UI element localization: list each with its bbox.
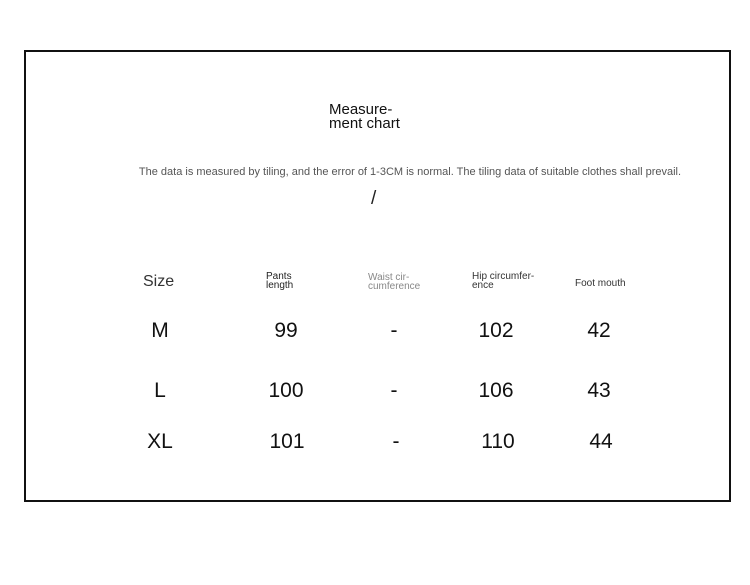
cell-size-m: M bbox=[151, 319, 169, 342]
cell-waist-l: - bbox=[390, 379, 398, 402]
cell-hip-xl: 110 bbox=[481, 430, 515, 453]
cell-waist-m: - bbox=[390, 319, 398, 342]
slash-separator: / bbox=[371, 188, 377, 209]
cell-pants-length-m: 99 bbox=[274, 319, 298, 342]
chart-title: Measure- ment chart bbox=[329, 101, 400, 132]
cell-foot-mouth-m: 42 bbox=[587, 319, 611, 342]
header-size: Size bbox=[143, 273, 175, 290]
header-hip-circumference: Hip circumfer- ence bbox=[472, 271, 535, 291]
cell-hip-l: 106 bbox=[478, 379, 514, 402]
measurement-note: The data is measured by tiling, and the error of 1-3CM is normal. The tiling data of suitable clothes shall prevail. bbox=[138, 166, 682, 178]
cell-waist-xl: - bbox=[392, 430, 400, 453]
cell-foot-mouth-xl: 44 bbox=[589, 430, 613, 453]
cell-hip-m: 102 bbox=[478, 319, 514, 342]
cell-pants-length-l: 100 bbox=[268, 379, 304, 402]
header-foot-mouth: Foot mouth bbox=[575, 278, 626, 289]
header-waist-circumference: Waist cir- cumference bbox=[368, 272, 421, 292]
cell-size-l: L bbox=[154, 379, 166, 402]
cell-size-xl: XL bbox=[147, 430, 173, 453]
cell-pants-length-xl: 101 bbox=[269, 430, 305, 453]
header-pants-length: Pants length bbox=[266, 271, 294, 291]
cell-foot-mouth-l: 43 bbox=[587, 379, 611, 402]
measurement-chart-frame bbox=[24, 50, 731, 502]
